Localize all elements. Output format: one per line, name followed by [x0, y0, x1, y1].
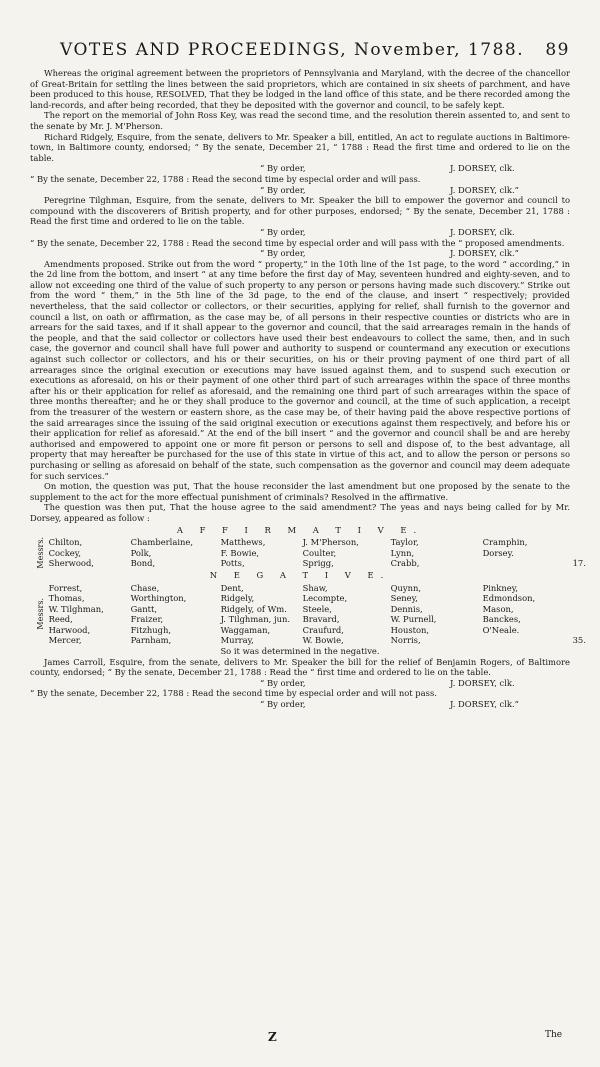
negative-member: Shaw,: [302, 582, 328, 593]
negative-names: [49, 583, 569, 647]
negative-member: [483, 635, 569, 646]
affirmative-member: Sherwood,: [48, 558, 94, 569]
negative-member: Bravard,: [302, 614, 340, 625]
affirmative-count: 17.: [572, 558, 586, 569]
page-number: 89: [545, 40, 570, 60]
paragraph-key-memorial: The report on the memorial of John Ross Key, was read the second time, and the resolution therein assented to, and sent to the senate by Mr. J. M'Pherson.: [30, 110, 570, 131]
negative-member: Houston,: [390, 624, 430, 635]
affirmative-member: Chilton,: [48, 537, 83, 548]
running-title: VOTES AND PROCEEDINGS, November, 1788.: [60, 40, 525, 60]
negative-member: Mercer,: [48, 635, 82, 646]
affirmative-member: Matthews,: [220, 537, 266, 548]
affirmative-member: Lynn,: [390, 547, 415, 558]
negative-member: Quynn,: [390, 582, 422, 593]
by-order-label: “ By order,: [260, 226, 306, 237]
affirmative-member: J. M'Pherson,: [302, 537, 359, 548]
paragraph-auctions-bill: Richard Ridgely, Esquire, from the senate, delivers to Mr. Speaker a bill, entitled, An act to regulate auctions in Baltimore-town, in Baltimore county, endorsed; “ By the senate, December 21, “ 1788 : Read the first time and ordered to lie on the table.: [30, 131, 570, 163]
affirmative-member: Coulter,: [302, 547, 337, 558]
negative-member: Dent,: [220, 582, 244, 593]
negative-member: Craufurd,: [302, 624, 344, 635]
negative-member: Forrest,: [48, 582, 83, 593]
negative-member: Banckes,: [482, 614, 521, 625]
negative-member: Murray,: [220, 635, 254, 646]
negative-member: Chase,: [130, 582, 160, 593]
negative-member: J. Tilghman, jun.: [220, 614, 291, 625]
clerk-signature: J. DORSEY, clk.”: [450, 699, 519, 710]
by-order-label: “ By order,: [260, 184, 306, 195]
paragraph-motion: On motion, the question was put, That the house reconsider the last amendment but one proposed by the senate to the supplement to the act for the more effectual punishment of criminals? Resolved in the affirmative.: [30, 481, 570, 502]
negative-member: Fraizer,: [130, 614, 164, 625]
negative-member: Ridgely,: [220, 593, 255, 604]
senate-endorsement: “ By the senate, December 22, 1788 : Read the second time by especial order and will not pass.: [30, 688, 437, 699]
negative-member: Harwood,: [48, 624, 91, 635]
by-order-label: “ By order,: [260, 248, 306, 259]
affirmative-member: Sprigg,: [302, 558, 334, 569]
negative-vote-list: [36, 582, 586, 647]
affirmative-member: Crabb,: [390, 558, 420, 569]
vote-result: So it was determined in the negative.: [220, 646, 380, 657]
signature-mark: Z: [268, 1030, 277, 1044]
affirmative-member: Taylor,: [390, 537, 419, 548]
clerk-signature: J. DORSEY, clk.: [450, 163, 515, 174]
negative-member: Parnham,: [130, 635, 172, 646]
affirmative-member: Cramphin,: [482, 537, 528, 548]
messrs-label: Messrs.: [36, 598, 45, 631]
affirmative-member: Bond,: [130, 558, 156, 569]
affirmative-member: Dorsey.: [482, 547, 514, 558]
page-footer: [0, 1030, 600, 1050]
negative-member: Worthington,: [130, 593, 187, 604]
order-line: [30, 699, 570, 710]
negative-count: 35.: [572, 635, 586, 646]
affirmative-member: F. Bowie,: [220, 547, 260, 558]
order-line: [30, 163, 570, 174]
catchword: The: [545, 1030, 563, 1040]
negative-member: Norris,: [390, 635, 421, 646]
by-order-label: “ By order,: [260, 677, 306, 688]
affirmative-member: Chamberlaine,: [130, 537, 194, 548]
affirmative-member: Potts,: [220, 558, 245, 569]
affirmative-names: [49, 537, 569, 569]
page-body: [30, 68, 586, 710]
negative-member: Thomas,: [48, 593, 85, 604]
negative-heading: N E G A T I V E.: [209, 569, 391, 580]
by-order-label: “ By order,: [260, 163, 306, 174]
affirmative-member: [483, 558, 569, 569]
negative-member: Seney,: [390, 593, 418, 604]
affirmative-member: Cockey,: [48, 547, 82, 558]
negative-member: W. Bowie,: [302, 635, 344, 646]
senate-endorsement: “ By the senate, December 22, 1788 : Read the second time by especial order and will pass with the “ proposed amendments.: [30, 237, 565, 248]
negative-member: Ridgely, of Wm.: [220, 603, 287, 614]
clerk-signature: J. DORSEY, clk.”: [450, 184, 519, 195]
negative-member: Steele,: [302, 603, 332, 614]
paragraph-rogers-bill: James Carroll, Esquire, from the senate, delivers to Mr. Speaker the bill for the relief of Benjamin Rogers, of Baltimore county, endorsed; “ By the senate, December 21, 1788 : Read the “ first time and ordered to lie on the table.: [30, 656, 570, 678]
negative-member: Reed,: [48, 614, 73, 625]
clerk-signature: J. DORSEY, clk.: [450, 677, 515, 688]
negative-member: Mason,: [482, 603, 514, 614]
negative-member: Dennis,: [390, 603, 423, 614]
negative-member: Lecompte,: [302, 593, 348, 604]
affirmative-heading: A F F I R M A T I V E.: [176, 524, 424, 535]
negative-member: Fitzhugh,: [130, 624, 172, 635]
order-line: [30, 227, 570, 238]
by-order-label: “ By order,: [260, 699, 306, 710]
senate-endorsement: “ By the senate, December 22, 1788 : Read the second time by especial order and will pass.: [30, 173, 421, 184]
clerk-signature: J. DORSEY, clk.: [450, 226, 515, 237]
paragraph-amendments: Amendments proposed. Strike out from the word “ property,” in the 10th line of the 1st page, to the word “ according,” in the 2d line from the bottom, and insert “ at any time before the first day of May, seventeen hundred and eighty-seven, and to allow not exceeding one third of the value of such property to any person or persons having made such discovery.” Strike out from the word “ them,” in the 5th line of the 3d page, to the end of the clause, and insert “ respectively; provided nevertheless, that the said collector or collectors, or their securities, applying for relief, shall furnish to the governor and council a list, on oath or affirmation, as the case may be, of all persons in their respective counties or districts who are in arrears for the said taxes, and if it shall appear to the governor and council, that the said arrearages remain in the hands of the people, and that the said collector or collectors have used their best endeavours to collect the same, then, and in such case, the governor and council shall have full power and authority to suspend or countermand any execution or executions against such collector or collectors, and his or their securities, on his or their proving payment of one third part of all arrearages since the original execution or executions may have issued against them, and to suspend such execution or executions as aforesaid, on his or their payment of one other third part of such arrearages within the space of three months after his or their application for relief as aforesaid, and the remaining one third part of such arrearages within the space of three months thereafter; and he or they shall produce to the governor and council, at the time of such application, a receipt from the treasurer of the western or eastern shore, as the case may be, of their having paid the above respective portions of the said arrearages since the issuing of the said original execution or executions against them respectively, and before his or their application for relief as aforesaid.” At the end of the bill insert “ and the governor and council shall be and are hereby authorised and empowered to appoint one or more fit person or persons to sell and dispose of, to the best advantage, all property that may hereafter be purchased for the use of this state in virtue of this act, and to allow the person or persons so purchasing or selling as aforesaid on behalf of the state, such compensation as the governor and council may deem adequate for such services.”: [30, 258, 570, 481]
messrs-label: Messrs.: [36, 537, 45, 569]
affirmative-vote-list: [36, 537, 586, 569]
paragraph-boundary-agreement: Whereas the original agreement between the proprietors of Pennsylvania and Maryland, with the decree of the chancellor of Great-Britain for settling the lines between the said proprietors, which are contained in six sheets of parchment, and have been produced to this house, RESOLVED, That they be lodged in the land office of this state, and be there recorded among the land-records, and after being recorded, that they be deposited with the governor and council, to be safely kept.: [30, 68, 570, 110]
paragraph-question: The question was then put, That the house agree to the said amendment? The yeas and nays being called for by Mr. Dorsey, appeared as follow :: [30, 502, 570, 523]
paragraph-british-property-bill: Peregrine Tilghman, Esquire, from the senate, delivers to Mr. Speaker the bill to empower the governor and council to compound with the discoverers of British property, and for other purposes, endorsed; “ By the senate, December 21, 1788 : Read the first time and ordered to lie on the table.: [30, 195, 570, 227]
negative-member: W. Purnell,: [390, 614, 437, 625]
negative-member: Pinkney,: [482, 582, 519, 593]
negative-member: Edmondson,: [482, 593, 536, 604]
order-line: [30, 678, 570, 689]
page-header: [60, 40, 570, 66]
negative-member: Waggaman,: [220, 624, 271, 635]
order-line: [30, 248, 570, 259]
negative-member: O'Neale.: [482, 624, 520, 635]
order-line: [30, 185, 570, 196]
negative-member: Gantt,: [130, 603, 158, 614]
affirmative-member: Polk,: [130, 547, 152, 558]
clerk-signature: J. DORSEY, clk.”: [450, 248, 519, 259]
negative-member: W. Tilghman,: [48, 603, 104, 614]
